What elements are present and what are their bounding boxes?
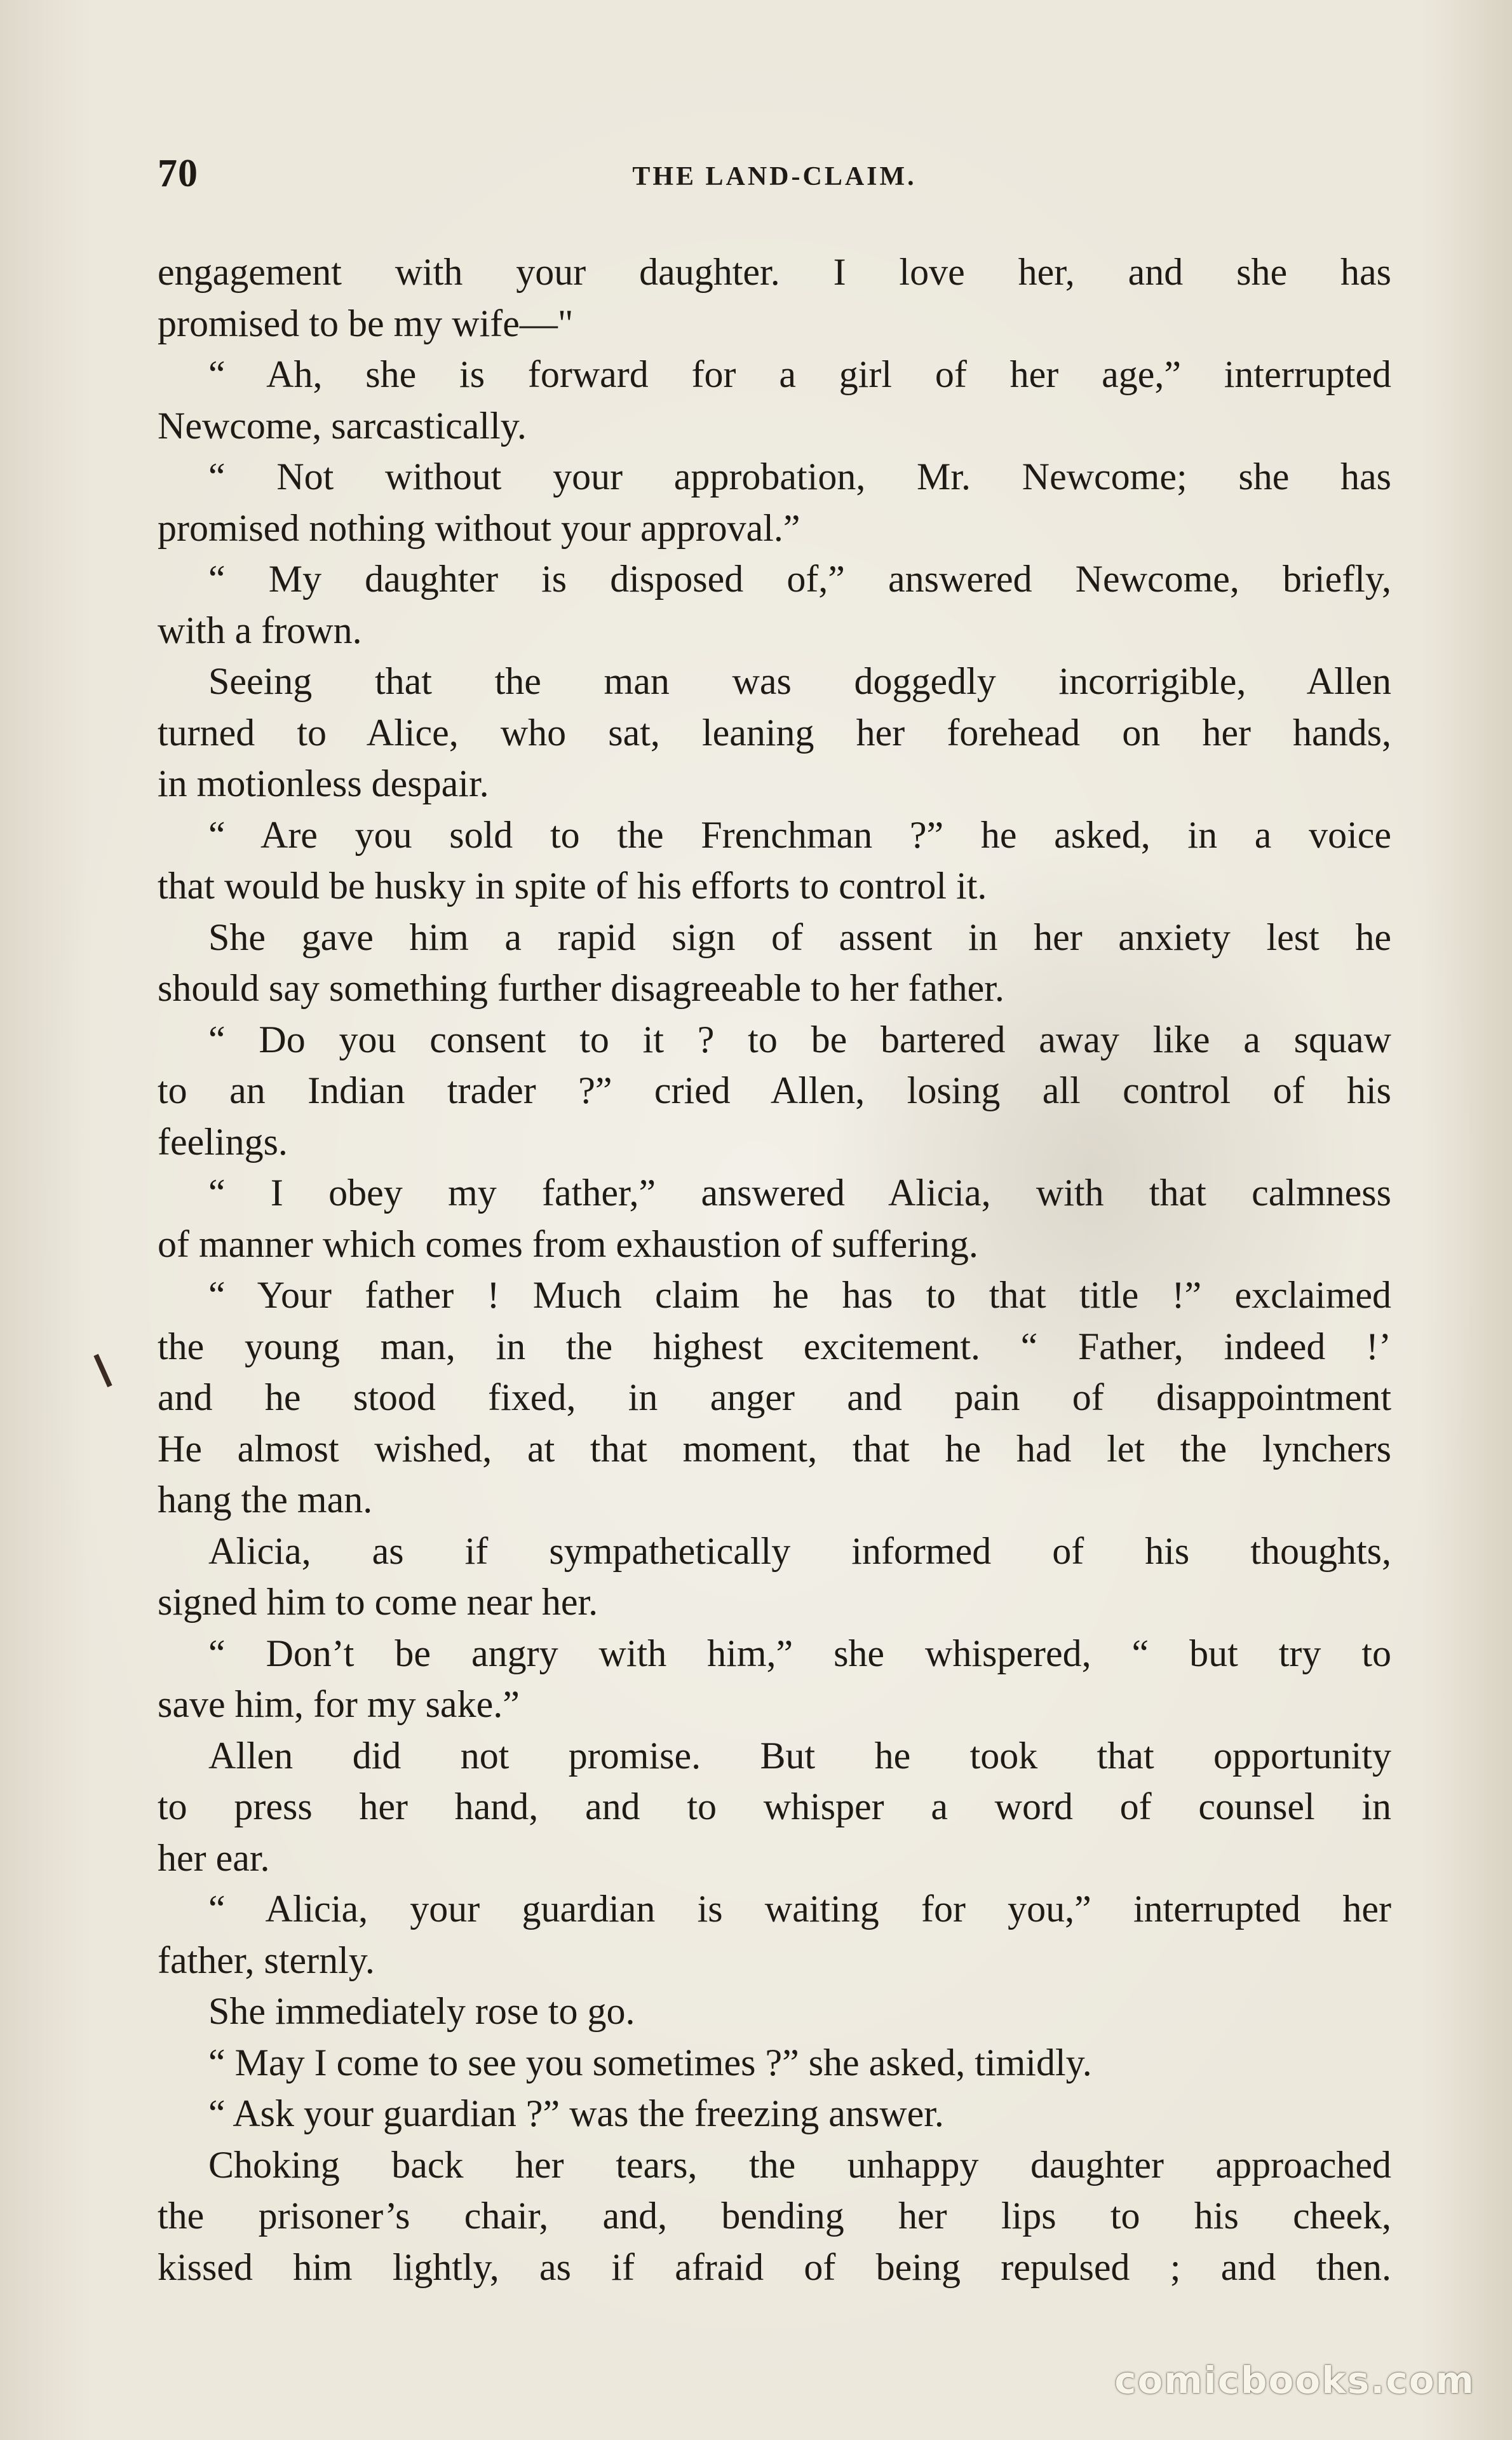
text-line: the prisoner’s chair, and, bending her lips to his cheek, (158, 2195, 1391, 2237)
text-line: promised nothing without your approval.” (158, 506, 800, 549)
text-line: with a frown. (158, 609, 362, 651)
text-line: Choking back her tears, the unhappy daughter approached (208, 2143, 1391, 2186)
text-line: in motionless despair. (158, 762, 489, 804)
text-line: turned to Alice, who sat, leaning her forehead on her hands, (158, 711, 1391, 754)
text-line: and he stood fixed, in anger and pain of disappointment (158, 1376, 1391, 1418)
text-line: promised to be my wife—" (158, 302, 574, 344)
page-header (158, 151, 1391, 202)
text-line: “ May I come to see you sometimes ?” she asked, timidly. (208, 2041, 1092, 2084)
text-line: She gave him a rapid sign of assent in her anxiety lest he (208, 916, 1391, 958)
text-line: “ Ask your guardian ?” was the freezing answer. (208, 2092, 944, 2134)
running-head: THE LAND-CLAIM. (632, 162, 917, 191)
text-line: signed him to come near her. (158, 1581, 598, 1623)
text-line: save him, for my sake.” (158, 1683, 520, 1725)
text-line: “ Not without your approbation, Mr. Newcome; she has (208, 456, 1391, 498)
text-line: Newcome, sarcastically. (158, 404, 527, 447)
text-line: that would be husky in spite of his efforts to control it. (158, 865, 987, 907)
text-line: feelings. (158, 1120, 288, 1163)
text-line: “ Alicia, your guardian is waiting for you,” interrupted her (208, 1888, 1391, 1930)
text-line: “ Don’t be angry with him,” she whispered, “ but try to (208, 1632, 1391, 1674)
watermark-text: comicbooks.com (1114, 2359, 1475, 2402)
text-line: “ Do you consent to it ? to be bartered away like a squaw (208, 1018, 1391, 1061)
text-line: to press her hand, and to whisper a word of counsel in (158, 1786, 1391, 1827)
text-line: the young man, in the highest excitement. “ Father, indeed !’ (158, 1325, 1391, 1367)
text-line: her ear. (158, 1836, 270, 1879)
text-line: “ Ah, she is forward for a girl of her age,” interrupted (208, 353, 1391, 395)
body-text (158, 247, 1391, 2293)
text-line: kissed him lightly, as if afraid of being repulsed ; and then. (158, 2246, 1391, 2288)
text-line: Alicia, as if sympathetically informed of his thoughts, (208, 1529, 1391, 1572)
page-number: 70 (158, 152, 198, 195)
text-line: Allen did not promise. But he took that opportunity (208, 1734, 1391, 1777)
text-line: of manner which comes from exhaustion of suffering. (158, 1223, 978, 1265)
text-line: father, sternly. (158, 1939, 375, 1981)
text-line: to an Indian trader ?” cried Allen, losing all control of his (158, 1069, 1391, 1111)
text-line: He almost wished, at that moment, that he had let the lynchers (158, 1427, 1391, 1470)
text-line: should say something further disagreeable to her father. (158, 967, 1004, 1009)
text-line: “ Are you sold to the Frenchman ?” he asked, in a voice (208, 813, 1391, 856)
margin-pencil-mark (93, 1354, 112, 1388)
text-line: hang the man. (158, 1479, 373, 1521)
text-line: She immediately rose to go. (208, 1990, 635, 2032)
text-line: “ My daughter is disposed of,” answered Newcome, briefly, (208, 558, 1391, 600)
text-line: engagement with your daughter. I love her, and she has (158, 251, 1391, 293)
text-line: “ I obey my father,” answered Alicia, with that calmness (208, 1172, 1391, 1214)
text-line: Seeing that the man was doggedly incorrigible, Allen (208, 660, 1391, 702)
text-line: “ Your father ! Much claim he has to that title !” exclaimed (208, 1274, 1391, 1316)
